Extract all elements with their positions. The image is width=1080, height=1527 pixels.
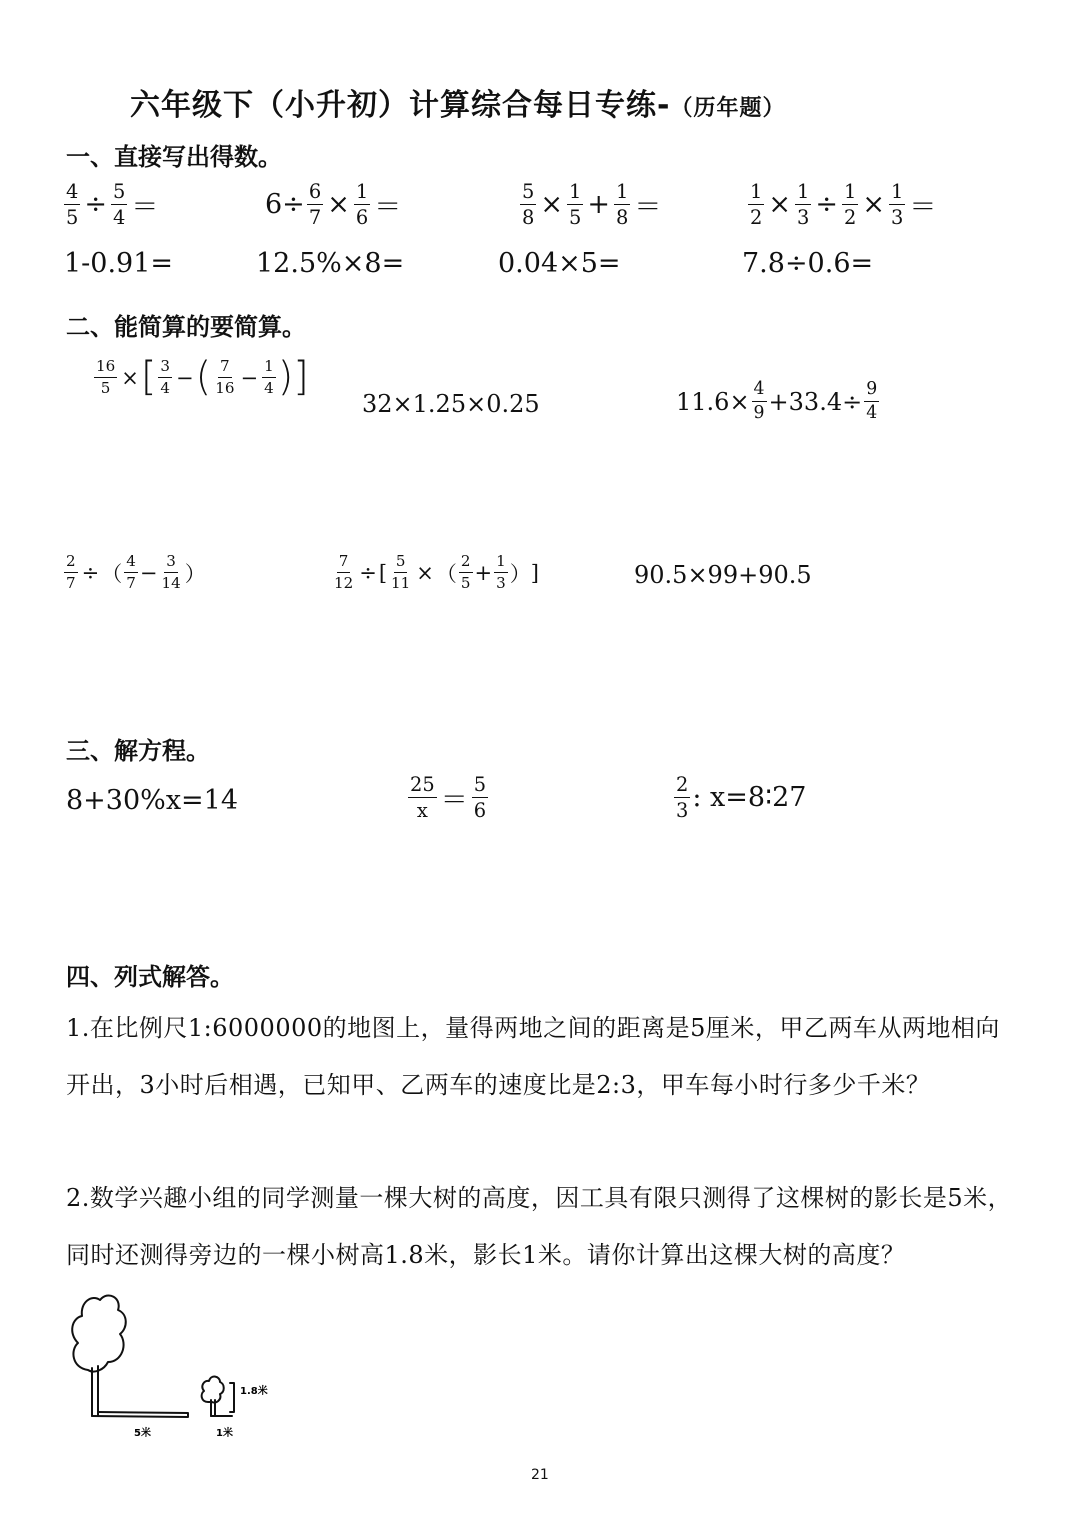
label-big-shadow: 5米 bbox=[134, 1428, 151, 1439]
denominator: 2 bbox=[750, 206, 763, 230]
fraction bbox=[795, 182, 811, 228]
numerator: 1 bbox=[614, 182, 630, 205]
fraction bbox=[64, 182, 80, 228]
small-height-marker bbox=[230, 1383, 234, 1412]
numerator: 4 bbox=[124, 554, 138, 573]
operator: × bbox=[862, 189, 885, 221]
expression-text: 6÷ bbox=[265, 189, 305, 221]
operator: ] bbox=[293, 354, 309, 400]
title-sub: （历年题） bbox=[670, 96, 786, 121]
denominator: 3 bbox=[496, 574, 506, 593]
numerator: 1 bbox=[494, 554, 508, 573]
fraction bbox=[520, 182, 536, 228]
numerator: 5 bbox=[394, 554, 408, 573]
numerator: 3 bbox=[164, 554, 178, 573]
fraction bbox=[864, 381, 879, 423]
s1-expr-4 bbox=[746, 182, 938, 228]
fraction bbox=[752, 381, 767, 423]
denominator: 4 bbox=[113, 206, 126, 230]
fraction bbox=[494, 554, 508, 591]
numerator: 5 bbox=[520, 182, 536, 205]
fraction bbox=[748, 182, 764, 228]
label-small-height: 1.8米 bbox=[240, 1386, 268, 1397]
numerator: 7 bbox=[337, 554, 351, 573]
numerator: 1 bbox=[842, 182, 858, 205]
fraction bbox=[408, 775, 437, 821]
operator: ＝ bbox=[440, 785, 468, 817]
page-number: 21 bbox=[531, 1467, 549, 1483]
big-tree-crown bbox=[72, 1295, 126, 1371]
numerator: 6 bbox=[307, 182, 323, 205]
expression-text: ] bbox=[530, 560, 539, 585]
s3-equation-3 bbox=[672, 775, 806, 821]
operator: × bbox=[540, 189, 563, 221]
numerator: 1 bbox=[354, 182, 370, 205]
operator: × bbox=[416, 560, 434, 585]
numerator: 7 bbox=[218, 359, 232, 378]
denominator: 16 bbox=[215, 379, 235, 398]
operator: ) bbox=[277, 354, 294, 400]
label-small-shadow: 1米 bbox=[216, 1428, 233, 1439]
fraction bbox=[567, 182, 583, 228]
denominator: 9 bbox=[753, 403, 765, 424]
fraction bbox=[674, 775, 690, 821]
numerator: 25 bbox=[408, 775, 437, 798]
operator: ÷ bbox=[815, 189, 838, 221]
big-tree-shadow bbox=[92, 1412, 188, 1417]
s1-row2-1: 1-0.91= bbox=[64, 248, 174, 279]
numerator: 1 bbox=[889, 182, 905, 205]
denominator: 14 bbox=[161, 574, 181, 593]
expression-text: +33.4÷ bbox=[768, 387, 863, 416]
expression-text: [ bbox=[378, 560, 388, 585]
denominator: 5 bbox=[100, 379, 111, 398]
numerator: 3 bbox=[158, 359, 172, 378]
expression-text: （ bbox=[435, 561, 457, 586]
s2-problem-2: 32×1.25×0.25 bbox=[362, 390, 540, 418]
tree-shadow-figure bbox=[62, 1288, 282, 1448]
denominator: 12 bbox=[334, 574, 354, 593]
fraction bbox=[459, 554, 473, 591]
fraction bbox=[389, 554, 412, 591]
denominator: 3 bbox=[797, 206, 810, 230]
s2-problem-5 bbox=[330, 554, 539, 591]
section1-heading: 一、直接写出得数。 bbox=[66, 143, 282, 171]
numerator: 4 bbox=[752, 381, 767, 402]
denominator: 6 bbox=[473, 799, 487, 823]
fraction bbox=[354, 182, 370, 228]
section4-heading: 四、列式解答。 bbox=[66, 963, 234, 991]
denominator: 3 bbox=[891, 206, 904, 230]
numerator: 2 bbox=[674, 775, 690, 798]
s1-row2-4: 7.8÷0.6= bbox=[742, 248, 874, 279]
section3-heading: 三、解方程。 bbox=[66, 737, 210, 765]
operator: + bbox=[587, 189, 610, 221]
denominator: 5 bbox=[569, 206, 582, 230]
denominator: 4 bbox=[160, 379, 171, 398]
denominator: 7 bbox=[308, 206, 322, 230]
s3-equation-1: 8+30%x=14 bbox=[66, 785, 239, 816]
operator: [ bbox=[140, 354, 157, 400]
expression-text: （ bbox=[101, 561, 123, 586]
operator: ÷ bbox=[359, 560, 377, 585]
question-2: 2.数学兴趣小组的同学测量一棵大树的高度，因工具有限只测得了这棵树的影长是5米，同时还测得旁边的一棵小树高1.8米，影长1米。请你计算出这棵大树的高度？ bbox=[66, 1184, 1013, 1269]
fraction bbox=[472, 775, 488, 821]
s2-problem-3 bbox=[676, 381, 881, 423]
fraction bbox=[64, 554, 78, 591]
denominator: 8 bbox=[616, 206, 629, 230]
expression-text: ） bbox=[184, 561, 206, 586]
numerator: 2 bbox=[64, 554, 78, 573]
fraction bbox=[159, 554, 182, 591]
numerator: 5 bbox=[111, 182, 127, 205]
s2-problem-4 bbox=[62, 554, 206, 591]
denominator: 7 bbox=[66, 574, 76, 593]
fraction bbox=[262, 359, 276, 396]
denominator: 2 bbox=[844, 206, 857, 230]
fraction bbox=[94, 359, 117, 396]
expression-text: − bbox=[139, 560, 158, 585]
denominator: 5 bbox=[460, 574, 471, 593]
operator: ( bbox=[195, 354, 212, 400]
numerator: 1 bbox=[262, 359, 276, 378]
operator: × bbox=[768, 189, 791, 221]
small-tree-crown bbox=[202, 1377, 224, 1403]
fraction bbox=[889, 182, 905, 228]
operator: × bbox=[121, 365, 139, 390]
operator: − bbox=[176, 365, 194, 390]
numerator: 2 bbox=[459, 554, 473, 573]
operator: ÷ bbox=[81, 560, 100, 585]
expression-text: : x=8∶27 bbox=[692, 782, 807, 814]
denominator: 11 bbox=[391, 574, 411, 593]
denominator: x bbox=[416, 799, 428, 823]
fraction bbox=[124, 554, 138, 591]
fraction bbox=[307, 182, 323, 228]
s2-problem-6: 90.5×99+90.5 bbox=[634, 561, 812, 589]
numerator: 1 bbox=[748, 182, 764, 205]
big-tree-trunk bbox=[92, 1366, 98, 1416]
operator: − bbox=[240, 365, 259, 390]
denominator: 7 bbox=[126, 574, 136, 593]
question-1: 1.在比例尺1:6000000的地图上，量得两地之间的距离是5厘米，甲乙两车从两地相向开出，3小时后相遇，已知甲、乙两车的速度比是2:3，甲车每小时行多少千米？ bbox=[66, 1014, 1000, 1099]
numerator: 16 bbox=[94, 359, 117, 378]
fraction bbox=[158, 359, 172, 396]
numerator: 1 bbox=[795, 182, 811, 205]
fraction bbox=[332, 554, 355, 591]
denominator: 8 bbox=[522, 206, 535, 230]
operator: × bbox=[327, 189, 350, 221]
numerator: 5 bbox=[472, 775, 488, 798]
expression-text: ） bbox=[509, 561, 531, 586]
s1-row2-2: 12.5%×8= bbox=[256, 248, 405, 279]
title-main: 六年级下（小升初）计算综合每日专练- bbox=[130, 88, 671, 123]
denominator: 4 bbox=[866, 403, 878, 424]
s2-problem-1 bbox=[92, 354, 309, 400]
denominator: 4 bbox=[264, 379, 274, 398]
s1-row2-3: 0.04×5= bbox=[498, 248, 621, 279]
expression-text: + bbox=[474, 560, 493, 585]
operator: ＝ bbox=[374, 192, 402, 224]
fraction bbox=[614, 182, 630, 228]
page-title bbox=[130, 80, 785, 124]
expression-text: 11.6× bbox=[676, 387, 750, 416]
numerator: 4 bbox=[64, 182, 80, 205]
s1-expr-3 bbox=[518, 182, 663, 228]
s1-expr-2 bbox=[265, 182, 403, 228]
operator: ＝ bbox=[131, 192, 159, 224]
denominator: 3 bbox=[676, 799, 689, 823]
s1-expr-1 bbox=[62, 182, 160, 228]
denominator: 6 bbox=[355, 206, 369, 230]
fraction bbox=[111, 182, 127, 228]
s3-equation-2 bbox=[406, 775, 490, 821]
operator: ＝ bbox=[634, 192, 662, 224]
section2-heading: 二、能简算的要简算。 bbox=[66, 313, 306, 341]
operator: ＝ bbox=[909, 192, 937, 224]
numerator: 9 bbox=[864, 381, 879, 402]
operator: ÷ bbox=[84, 189, 107, 221]
numerator: 1 bbox=[567, 182, 583, 205]
denominator: 5 bbox=[66, 206, 79, 230]
fraction bbox=[842, 182, 858, 228]
fraction bbox=[213, 359, 236, 396]
